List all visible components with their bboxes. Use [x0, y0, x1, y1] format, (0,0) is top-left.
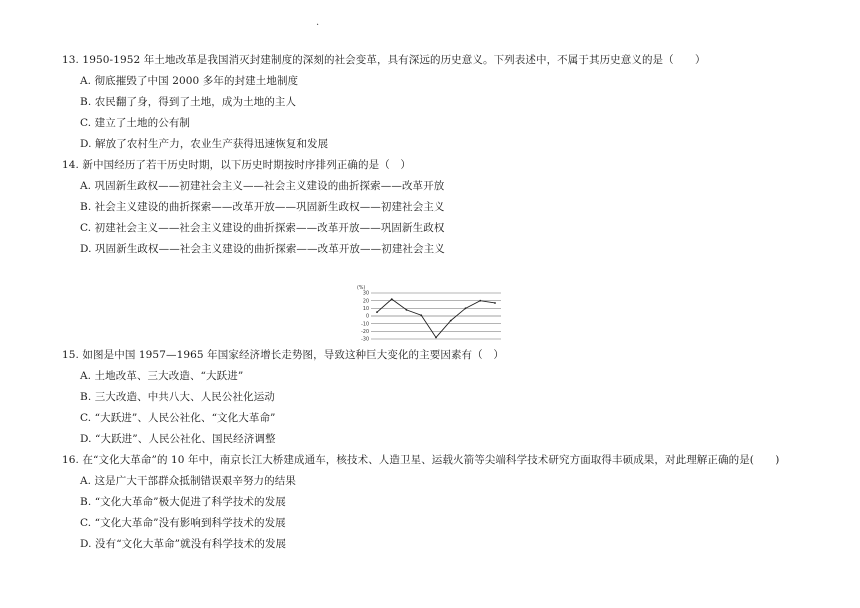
chart-point: [465, 307, 467, 309]
chart-point: [391, 298, 393, 300]
chart-point: [435, 337, 437, 339]
question-13-stem: 13. 1950-1952 年土地改革是我国消灭封建制度的深刻的社会变革，具有深远的历史意义。下列表述中，不属于其历史意义的是（ ）: [62, 54, 706, 66]
question-16-option-a: A. 这是广大干部群众抵制错误艰辛努力的结果: [80, 475, 296, 487]
question-13-option-b: B. 农民翻了身，得到了土地，成为土地的主人: [80, 96, 297, 108]
chart-point: [376, 311, 378, 313]
question-16-stem: 16. 在“文化大革命”的 10 年中，南京长江大桥建成通车，核技术、人造卫星、运载火箭等尖端科学技术研究方面取得丰硕成果，对此理解正确的是( ): [62, 454, 780, 466]
chart-point: [420, 314, 422, 316]
chart-y-tick-label: -10: [361, 322, 369, 328]
chart-series-line: [377, 299, 495, 337]
economic-growth-chart: [355, 284, 505, 342]
question-15-stem: 15. 如图是中国 1957—1965 年国家经济增长走势图，导致这种巨大变化的主要因素有（ ）: [62, 349, 504, 361]
chart-y-tick-label: 0: [365, 314, 369, 320]
question-14-option-a: A. 巩固新生政权——初建社会主义——社会主义建设的曲折探索——改革开放: [80, 180, 445, 192]
question-15-option-b: B. 三大改造、中共八大、人民公社化运动: [80, 391, 275, 403]
chart-point: [406, 309, 408, 311]
chart-y-tick-label: -20: [361, 329, 369, 335]
chart-y-tick-label: -30: [361, 337, 369, 342]
question-14-option-d: D. 巩固新生政权——社会主义建设的曲折探索——改革开放——初建社会主义: [80, 243, 445, 255]
chart-y-tick-label: 20: [362, 299, 369, 305]
chart-point: [479, 300, 481, 302]
question-16-option-c: C. “文化大革命”没有影响到科学技术的发展: [80, 517, 286, 529]
chart-point: [494, 302, 496, 304]
chart-y-tick-label: 10: [362, 306, 369, 312]
question-15-option-c: C. “大跃进”、人民公社化、“文化大革命”: [80, 412, 276, 424]
question-13-option-a: A. 彻底摧毁了中国 2000 多年的封建土地制度: [80, 75, 299, 87]
question-13-option-d: D. 解放了农村生产力，农业生产获得迅速恢复和发展: [80, 138, 329, 150]
question-15-option-a: A. 土地改革、三大改造、“大跃进”: [80, 370, 244, 382]
header-mark: ·: [316, 20, 320, 31]
chart-y-tick-label: 30: [362, 291, 369, 297]
question-14-option-b: B. 社会主义建设的曲折探索——改革开放——巩固新生政权——初建社会主义: [80, 201, 445, 213]
question-16-option-b: B. “文化大革命”极大促进了科学技术的发展: [80, 496, 286, 508]
chart-y-unit: (%): [357, 286, 366, 291]
question-16-option-d: D. 没有“文化大革命”就没有科学技术的发展: [80, 538, 287, 550]
question-15-option-d: D. “大跃进”、人民公社化、国民经济调整: [80, 433, 276, 445]
question-13-option-c: C. 建立了土地的公有制: [80, 117, 191, 129]
question-14-stem: 14. 新中国经历了若干历史时期，以下历史时期按时序排列正确的是（ ）: [62, 159, 412, 171]
question-14-option-c: C. 初建社会主义——社会主义建设的曲折探索——改革开放——巩固新生政权: [80, 222, 445, 234]
chart-point: [450, 320, 452, 322]
